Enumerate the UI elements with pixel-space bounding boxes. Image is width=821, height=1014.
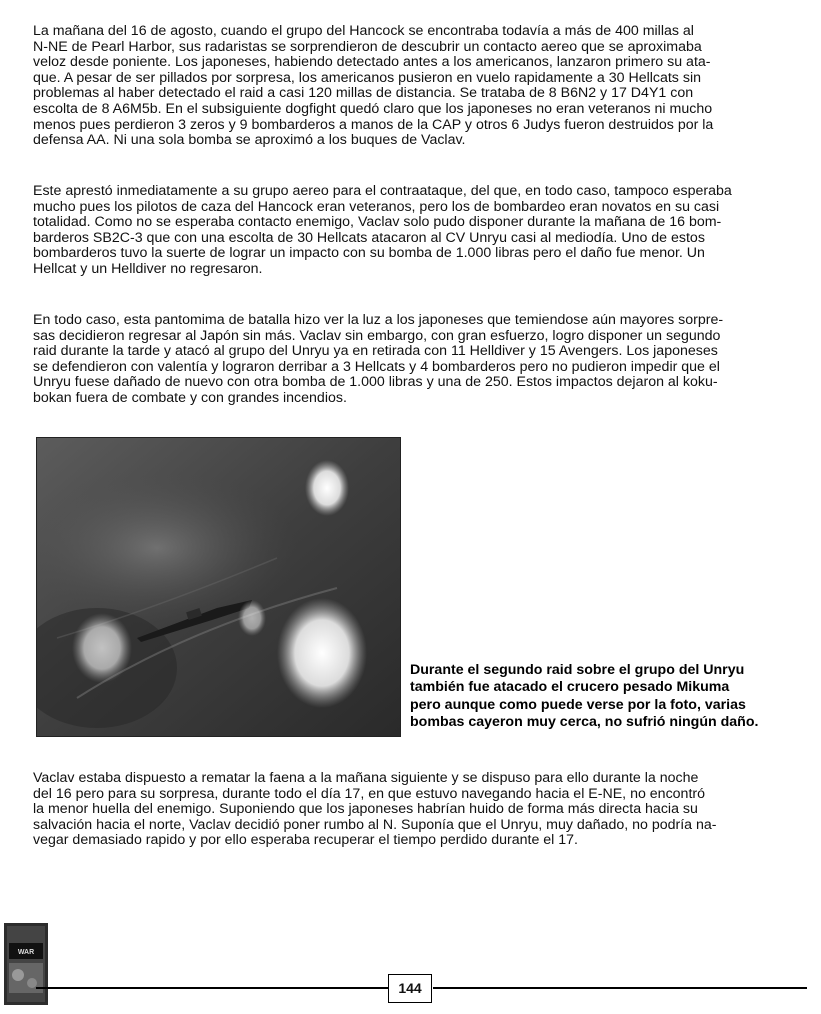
- photo-caption: Durante el segundo raid sobre el grupo del Unryu también fue atacado el crucero pesado Mikuma pero aunque como puede verse por la foto, varias bombas cayeron muy cerca, no sufrió ningún daño.: [410, 662, 759, 731]
- svg-text:WAR: WAR: [17, 949, 35, 956]
- page-number: 144: [388, 974, 432, 1003]
- paragraph-2: Este aprestó inmediatamente a su grupo aereo para el contraataque, del que, en todo caso, tampoco esperaba mucho pues los pilotos de caza del Hancock eran veteranos, pero los de bombardeo eran novatos en su casi totalidad. Como no se esperaba contacto enemigo, Vaclav solo pudo disponer durante la mañana de 16 bom- barderos SB2C-3 que con una escolta de 30 Hellcats atacaron al CV Unryu casi al mediodía. Uno de estos bombarderos tuvo la suerte de lograr un impacto con su bomba de 1.000 libras pero el daño fue menor. Un Hellcat y un Helldiver no regresaron.: [33, 183, 732, 277]
- battle-photo: [36, 437, 401, 737]
- paragraph-1: La mañana del 16 de agosto, cuando el grupo del Hancock se encontraba todavía a más de 400 millas al N-NE de Pearl Harbor, sus radaristas se sorprendieron de descubrir un contacto aereo que se aproximaba veloz desde poniente. Los japoneses, habiendo detectado antes a los americanos, lanzaron primero su ata- que. A pesar de ser pillados por sorpresa, los americanos pusieron en vuelo rapidamente a 30 Hellcats sin problemas al haber detectado el raid a casi 120 millas de distancia. Se trataba de 8 B6N2 y 17 D4Y1 con escolta de 8 A6M5b. En el subsiguiente dogfight quedó claro que los japoneses no eran veteranos ni mucho menos pues perdieron 3 zeros y 9 bombarderos a manos de la CAP y otros 6 Judys fueron destruidos por la defensa AA. Ni una sola bomba se aproximó a los buques de Vaclav.: [33, 23, 714, 149]
- paragraph-3: En todo caso, esta pantomima de batalla hizo ver la luz a los japoneses que temiendose aún mayores sorpre- sas decidieron regresar al Japón sin más. Vaclav sin embargo, con gran esfuerzo, logro disponer un segundo raid durante la tarde y atacó al grupo del Unryu ya en retirada con 11 Helldiver y 15 Avengers. Los japoneses se defendieron con valentía y lograron derribar a 3 Hellcats y 4 bombarderos pero no pudieron impedir que el Unryu fuese dañado de nuevo con otra bomba de 1.000 libras y una de 250. Estos impactos dejaron al koku- bokan fuera de combate y con grandes incendios.: [33, 312, 724, 406]
- footer-rule-left: [36, 987, 388, 989]
- footer-rule-right: [433, 987, 807, 989]
- paragraph-4: Vaclav estaba dispuesto a rematar la faena a la mañana siguiente y se dispuso para ello durante la noche del 16 pero para su sorpresa, durante todo el día 17, en que estuvo navegando hacia el E-NE, no encontró la menor huella del enemigo. Suponiendo que los japoneses habrían huido de forma más directa hacia su salvación hacia el norte, Vaclav decidió poner rumbo al N. Suponía que el Unryu, muy dañado, no podría na- vegar demasiado rapido y por ello esperaba recuperar el tiempo perdido durante el 17.: [33, 770, 717, 849]
- game-box-image: [4, 923, 48, 1005]
